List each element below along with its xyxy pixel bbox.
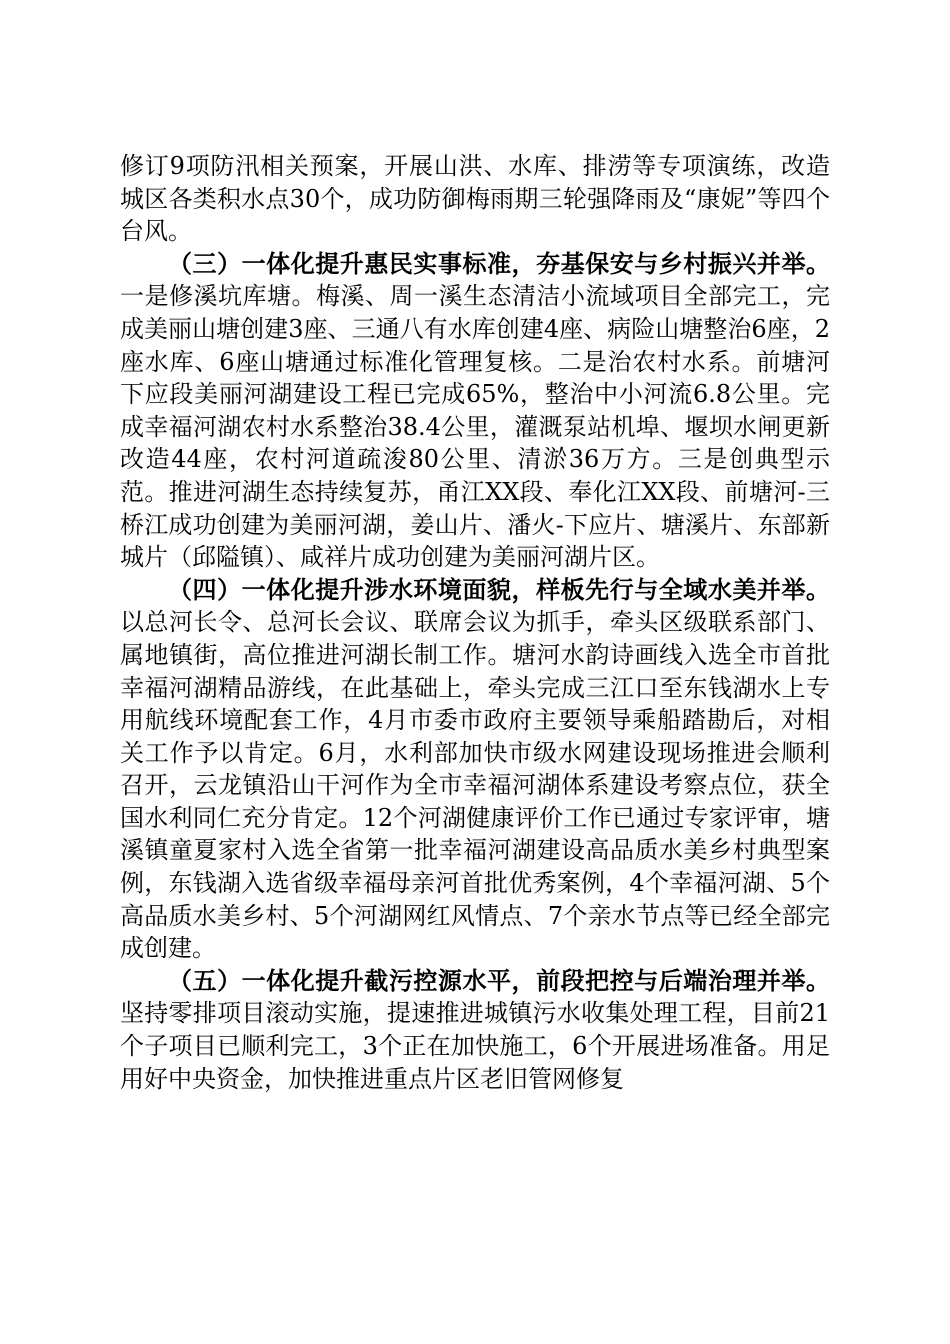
paragraph-4-body: 坚持零排项目滚动实施，提速推进城镇污水收集处理工程，目前21个子项目已顺利完工，3个正在加快施工，6个开展进场准备。用足用好中央资金，加快推进重点片区老旧管网修复 — [120, 999, 830, 1093]
paragraph-3 — [120, 574, 830, 965]
paragraph-2-body: 一是修溪坑库塘。梅溪、周一溪生态清洁小流域项目全部完工，完成美丽山塘创建3座、三通八有水库创建4座、病险山塘整治6座，2座水库、6座山塘通过标准化管理复核。二是治农村水系。前塘河下应段美丽河湖建设工程已完成65%，整治中小河流6.8公里。完成幸福河湖农村水系整治38.4公里，灌溉泵站机埠、堰坝水闸更新改造44座，农村河道疏浚80公里、清淤36万方。三是创典型示范。推进河湖生态持续复苏，甬江XX段、奉化江XX段、前塘河-三桥江成功创建为美丽河湖，姜山片、潘火-下应片、塘溪片、东部新城片（邱隘镇）、咸祥片成功创建为美丽河湖片区。 — [120, 282, 830, 572]
paragraph-3-body: 以总河长令、总河长会议、联席会议为抓手，牵头区级联系部门、属地镇街，高位推进河湖长制工作。塘河水韵诗画线入选全市首批幸福河湖精品游线，在此基础上，牵头完成三江口至东钱湖水上专用航线环境配套工作，4月市委市政府主要领导乘船踏勘后，对相关工作予以肯定。6月，水利部加快市级水网建设现场推进会顺利召开，云龙镇沿山干河作为全市幸福河湖体系建设考察点位，获全国水利同仁充分肯定。12个河湖健康评价工作已通过专家评审，塘溪镇童夏家村入选全省第一批幸福河湖建设高品质水美乡村典型案例，东钱湖入选省级幸福母亲河首批优秀案例，4个幸福河湖、5个高品质水美乡村、5个河湖网红风情点、7个亲水节点等已经全部完成创建。 — [120, 608, 830, 963]
section-4-heading: （四）一体化提升涉水环境面貌，样板先行与全域水美并举。 — [168, 574, 830, 604]
paragraph-1 — [120, 150, 830, 248]
paragraph-2 — [120, 248, 830, 574]
section-5-heading: （五）一体化提升截污控源水平，前段把控与后端治理并举。 — [168, 965, 830, 995]
section-3-heading: （三）一体化提升惠民实事标准，夯基保安与乡村振兴并举。 — [168, 248, 830, 278]
paragraph-1-body: 修订9项防汛相关预案，开展山洪、水库、排涝等专项演练，改造城区各类积水点30个，成功防御梅雨期三轮强降雨及“康妮”等四个台风。 — [120, 152, 830, 246]
paragraph-4 — [120, 965, 830, 1095]
